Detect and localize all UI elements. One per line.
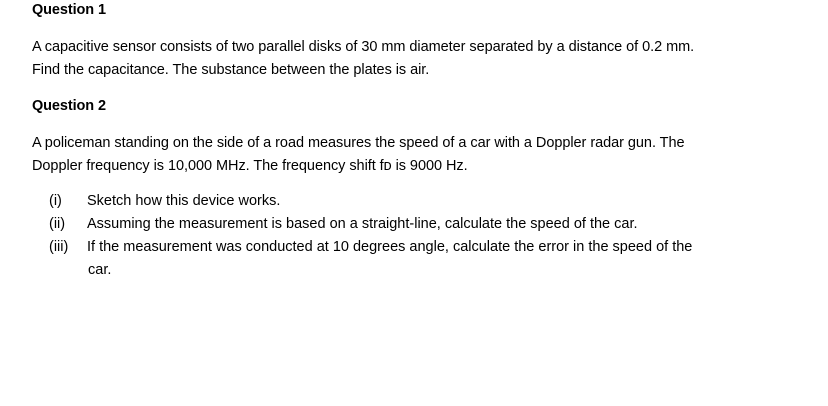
list-item-number: (i) (49, 193, 62, 209)
question-1-text-line-2: Find the capacitance. The substance between the plates is air. (32, 62, 430, 78)
list-item-continuation: car. (88, 262, 112, 278)
list-item-number: (iii) (49, 239, 69, 255)
list-item-text: Sketch how this device works. (87, 193, 281, 209)
list-item-text: If the measurement was conducted at 10 degrees angle, calculate the error in the speed of the (87, 239, 693, 255)
list-item-text: Assuming the measurement is based on a straight-line, calculate the speed of the car. (87, 216, 638, 232)
question-1-heading: Question 1 (32, 2, 106, 18)
question-2-heading: Question 2 (32, 98, 106, 114)
list-item (49, 239, 692, 255)
list-item (49, 216, 638, 232)
question-2-text-line-1: A policeman standing on the side of a road measures the speed of a car with a Doppler radar gun. The (32, 135, 685, 151)
list-item (49, 193, 280, 209)
question-1-text-line-1: A capacitive sensor consists of two parallel disks of 30 mm diameter separated by a distance of 0.2 mm. (32, 39, 695, 55)
question-2-text-line-2: Doppler frequency is 10,000 MHz. The frequency shift fᴅ is 9000 Hz. (32, 158, 468, 174)
list-item-number: (ii) (49, 216, 66, 232)
